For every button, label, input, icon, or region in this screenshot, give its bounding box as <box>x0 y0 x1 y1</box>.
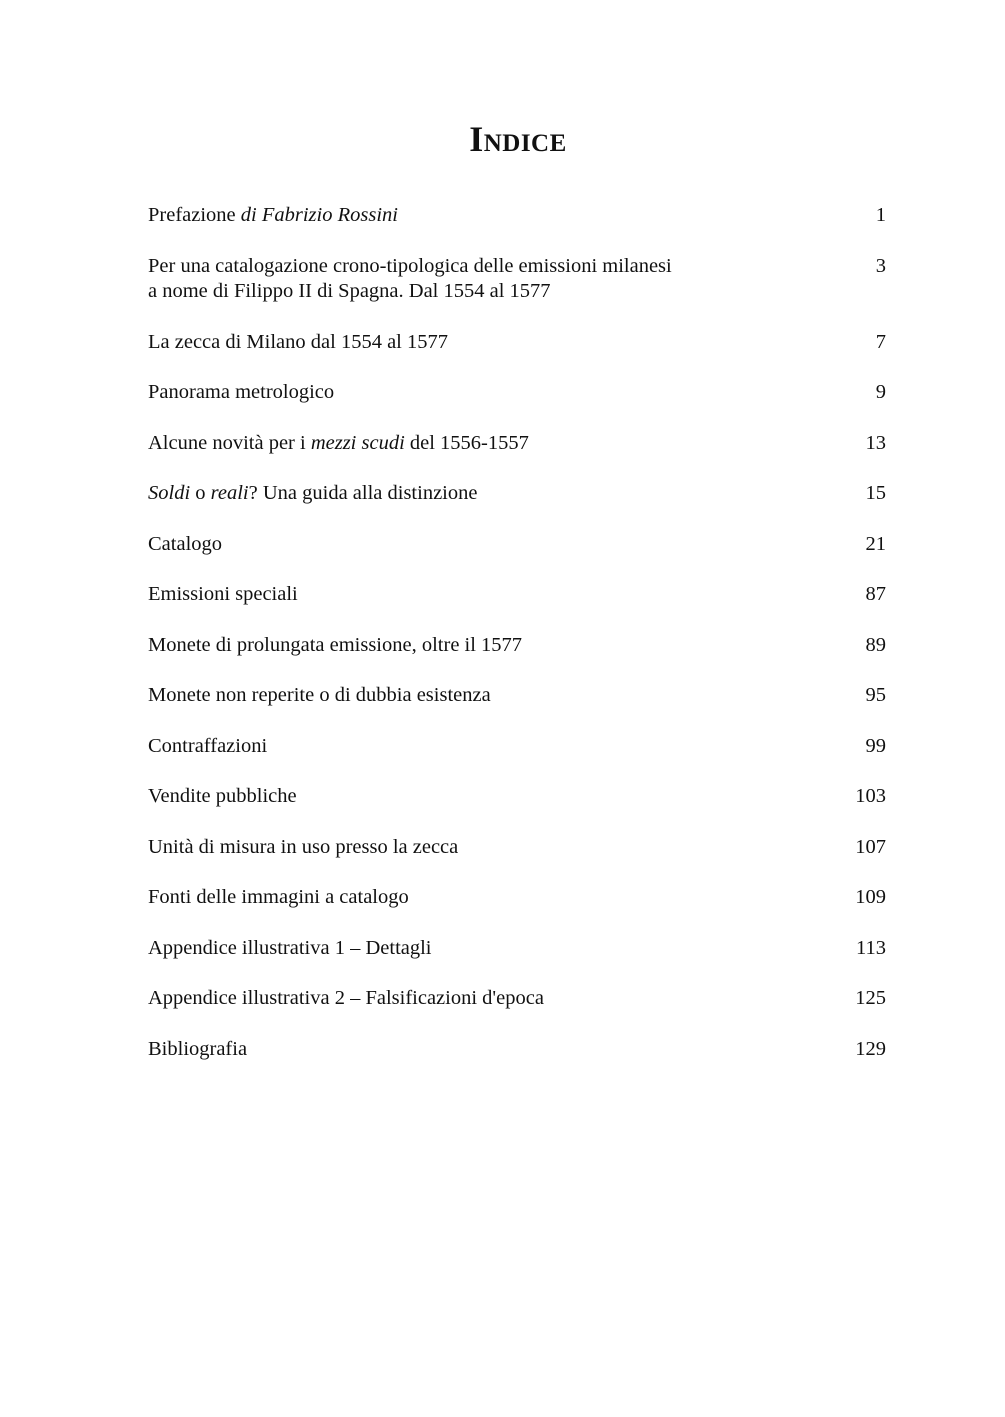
toc-entry-page: 89 <box>865 633 886 656</box>
toc-entry-label <box>148 885 409 910</box>
toc-entry-page: 21 <box>865 532 886 555</box>
toc-entry-page: 129 <box>855 1037 886 1060</box>
label-text: Alcune novità per i <box>148 431 311 454</box>
toc-entry[interactable] <box>148 885 886 910</box>
label-text: Vendite pubbliche <box>148 785 297 807</box>
label-text: Appendice illustrativa 2 – Falsificazioni d'epoca <box>148 987 544 1009</box>
toc-entry-page: 95 <box>865 684 886 706</box>
toc-entry-label <box>148 582 298 607</box>
toc-entry-label <box>148 380 334 405</box>
toc-entry-page: 3 <box>875 254 886 277</box>
label-text: Prefazione <box>148 204 241 226</box>
toc-entry-label <box>148 254 672 304</box>
toc-entry[interactable] <box>148 481 886 506</box>
toc-entry-label <box>148 481 477 506</box>
toc-entry-label <box>148 784 297 809</box>
toc-entry-label <box>148 633 522 658</box>
label-text: Catalogo <box>148 532 223 555</box>
toc-entry[interactable] <box>148 582 886 607</box>
toc-entry-page: 113 <box>856 936 886 959</box>
toc-entry-label <box>148 532 222 557</box>
label-italic-text: Soldi <box>148 482 191 504</box>
label-italic-text: reali <box>210 482 249 504</box>
label-text: Fonti delle immagini a catalogo <box>148 886 409 908</box>
toc-entry[interactable] <box>148 254 886 304</box>
toc-entry[interactable] <box>148 330 886 355</box>
label-text: ? Una guida alla distinzione <box>248 482 478 504</box>
toc-entry-page: 1 <box>875 204 886 226</box>
toc-entry-label <box>148 1037 247 1062</box>
label-text-line2: a nome di Filippo II di Spagna. Dal 1554 al 1577 <box>148 279 551 302</box>
label-text: Bibliografia <box>148 1037 248 1060</box>
label-text: Monete di prolungata emissione, oltre il 1577 <box>148 633 523 656</box>
toc-entry[interactable] <box>148 633 886 658</box>
toc-entry-page: 13 <box>865 431 886 454</box>
toc-entry-page: 109 <box>855 886 886 908</box>
toc-entry-page: 99 <box>865 734 886 757</box>
toc-entry[interactable] <box>148 683 886 708</box>
toc-entry-label <box>148 734 267 759</box>
toc-entry[interactable] <box>148 1037 886 1062</box>
label-text: Appendice illustrativa 1 – Dettagli <box>148 936 432 959</box>
toc-entry[interactable] <box>148 784 886 809</box>
label-text: Unità di misura in uso presso la zecca <box>148 835 459 858</box>
toc-entry-page: 9 <box>875 381 886 403</box>
toc-entry-label <box>148 835 458 860</box>
label-text: Contraffazioni <box>148 734 268 757</box>
toc-entry-label <box>148 936 432 961</box>
label-italic-text: di Fabrizio Rossini <box>240 204 398 226</box>
toc-entry[interactable] <box>148 532 886 557</box>
label-text: del 1556-1557 <box>404 431 529 454</box>
label-italic-text: mezzi scudi <box>310 431 405 454</box>
toc-entry[interactable] <box>148 936 886 961</box>
page-title: Indice <box>469 119 567 159</box>
label-text: Emissioni speciali <box>148 583 298 605</box>
label-text: La zecca di Milano dal 1554 al 1577 <box>148 330 448 353</box>
label-text: Per una catalogazione crono-tipologica delle emissioni milanesi <box>148 254 672 277</box>
toc-entry[interactable] <box>148 203 886 228</box>
toc-entry-label <box>148 986 544 1011</box>
toc-entry[interactable] <box>148 835 886 860</box>
toc-entry-label <box>148 683 491 708</box>
toc-entry-page: 125 <box>855 987 886 1009</box>
toc-entry[interactable] <box>148 986 886 1011</box>
toc-entry-page: 103 <box>855 785 886 807</box>
label-text: Monete non reperite o di dubbia esistenza <box>148 684 491 706</box>
toc-entry-page: 87 <box>865 583 886 605</box>
label-text: Panorama metrologico <box>148 381 335 403</box>
toc-entry-page: 15 <box>865 482 886 504</box>
toc-entry[interactable] <box>148 380 886 405</box>
label-text: o <box>190 482 211 504</box>
toc-entry-label <box>148 203 398 228</box>
toc-entry[interactable] <box>148 734 886 759</box>
table-of-contents <box>148 203 886 1087</box>
toc-entry[interactable] <box>148 431 886 456</box>
toc-entry-page: 107 <box>855 835 886 858</box>
toc-entry-label <box>148 330 448 355</box>
toc-entry-label <box>148 431 529 456</box>
toc-entry-page: 7 <box>875 330 886 353</box>
